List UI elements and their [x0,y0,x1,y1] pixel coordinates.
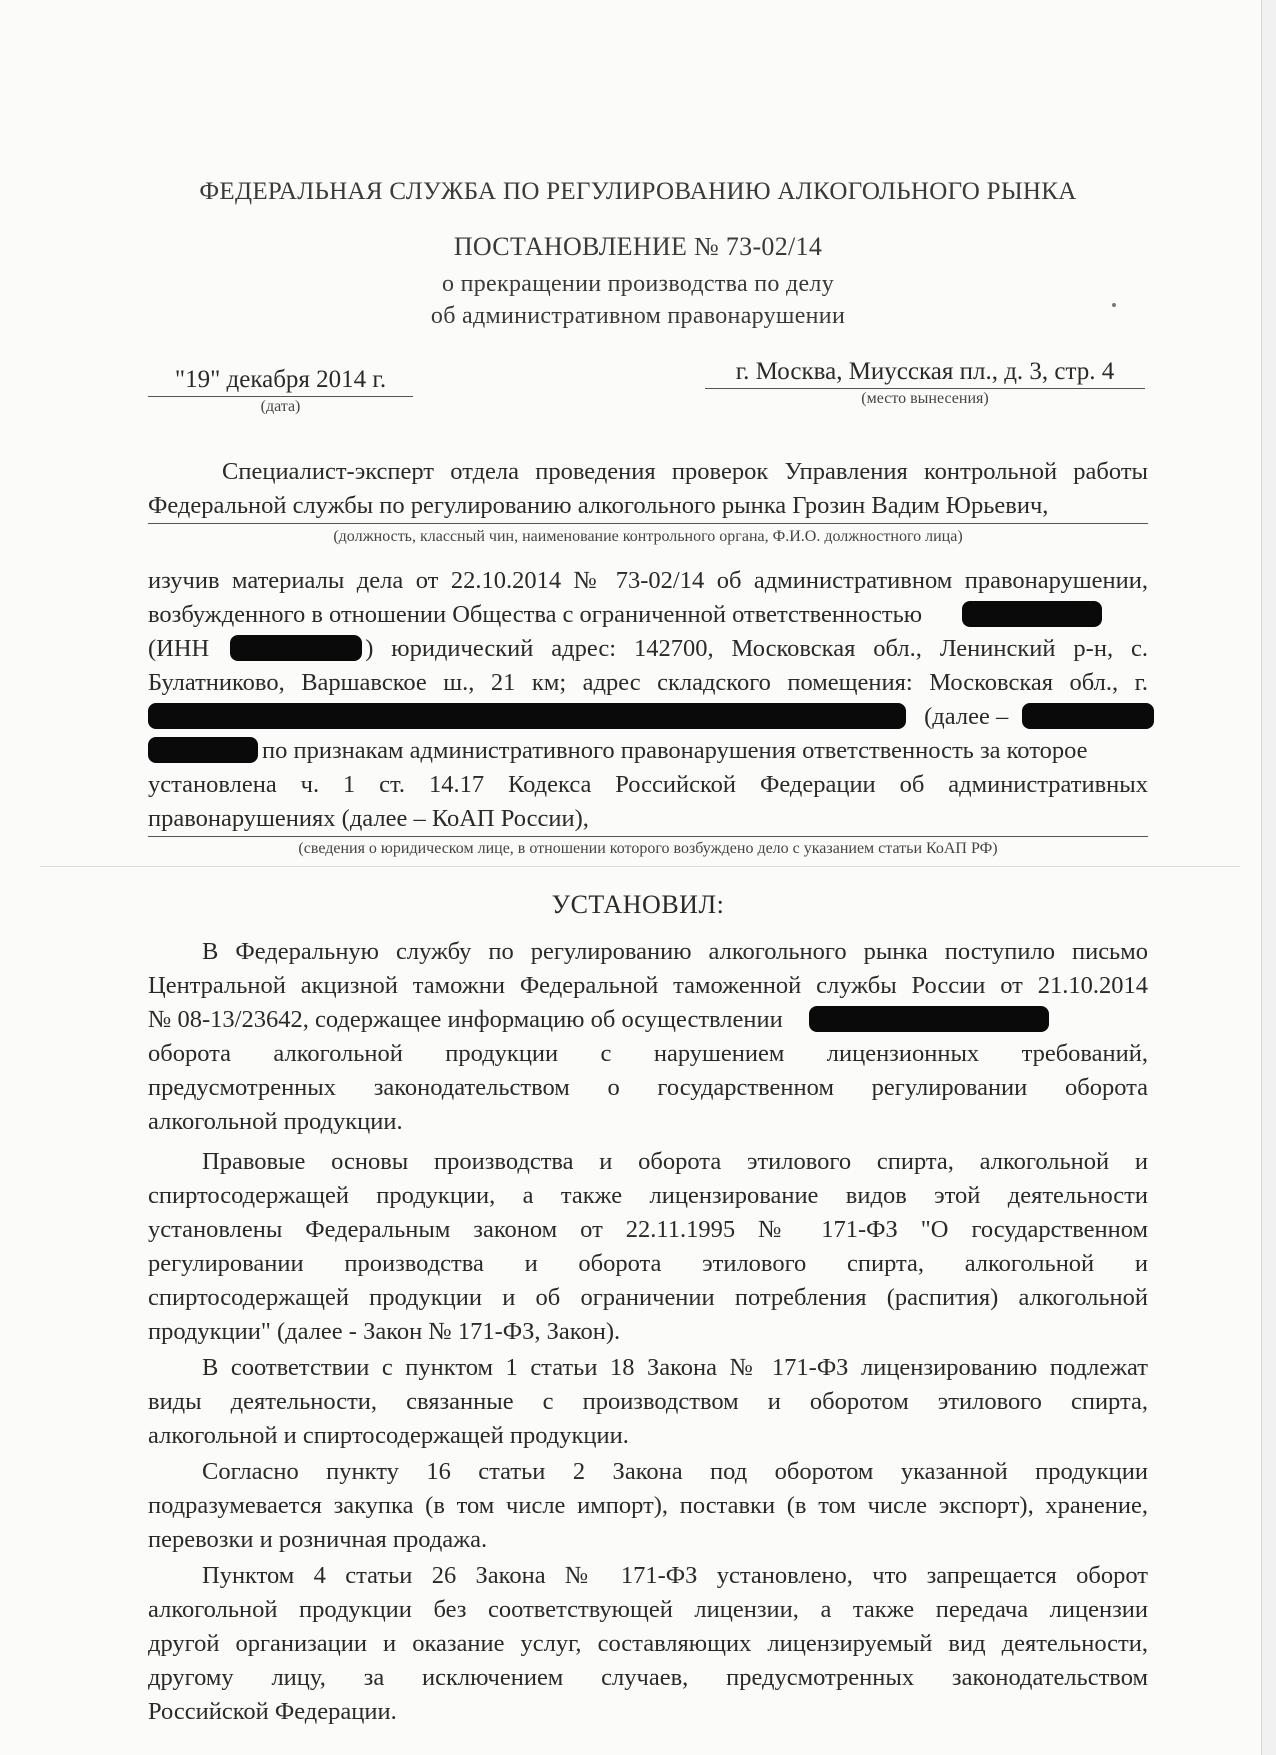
paragraph-5-line-4: другому лицу, за исключением случаев, предусмотренных законодательством [148,1664,1148,1691]
paragraph-3-line-3: алкогольной и спиртосодержащей продукции. [148,1422,629,1449]
case-line-3 [148,632,1148,666]
case-line-2-text: возбужденного в отношении Общества с ограниченной ответственностью [148,601,923,628]
case-line-5-text: (далее – [924,703,1009,730]
place-caption: (место вынесения) [861,390,989,407]
case-line-6 [148,734,1148,768]
case-line-3-text-b: ) юридический адрес: 142700, Московская обл., Ленинский р-н, с. [365,635,1149,662]
redaction-block [230,635,362,661]
redaction-block [962,601,1102,627]
redaction-block [1022,703,1154,729]
paragraph-2-line-3: установлены Федеральным законом от 22.11.1995 № 171-ФЗ "О государственном [148,1216,1148,1243]
paragraph-2-line-1: Правовые основы производства и оборота этилового спирта, алкогольной и [202,1148,1148,1175]
case-line-1: изучив материалы дела от 22.10.2014 № 73-02/14 об административном правонарушении, [148,567,1148,594]
paragraph-5-line-5: Российской Федерации. [148,1698,397,1725]
scan-edge [1261,0,1276,1755]
paragraph-5-line-1: Пунктом 4 статьи 26 Закона № 171-ФЗ установлено, что запрещается оборот [202,1562,1148,1589]
paragraph-3-line-1: В соответствии с пунктом 1 статьи 18 Закона № 171-ФЗ лицензированию подлежат [202,1354,1148,1381]
case-line-4: Булатниково, Варшавское ш., 21 км; адрес складского помещения: Московская обл., г. [148,669,1148,696]
redaction-block [148,703,906,729]
document-subtitle-2: об административном правонарушении [430,303,846,329]
paragraph-4-line-1: Согласно пункту 16 статьи 2 Закона под оборотом указанной продукции [202,1458,1148,1485]
section-title: УСТАНОВИЛ: [551,890,725,919]
document-subtitle-1: о прекращении производства по делу [441,271,835,297]
redaction-block [148,737,258,763]
case-line-8: правонарушениях (далее – КоАП России), [148,802,1148,837]
official-caption: (должность, классный чин, наименование контрольного органа, Ф.И.О. должностного лица) [333,528,963,545]
paragraph-1-line-3 [148,1003,1148,1037]
case-line-6-text: по признакам административного правонарушения ответственность за которое [262,737,1088,764]
agency-name: ФЕДЕРАЛЬНАЯ СЛУЖБА ПО РЕГУЛИРОВАНИЮ АЛКОГОЛЬНОГО РЫНКА [199,178,1077,205]
fold-line [40,866,1240,867]
official-line-1: Специалист-эксперт отдела проведения проверок Управления контрольной работы [222,458,1148,485]
paragraph-4-line-2: подразумевается закупка (в том числе импорт), поставки (в том числе экспорт), хранение, [148,1492,1148,1519]
document-title: ПОСТАНОВЛЕНИЕ № 73-02/14 [453,232,823,261]
paragraph-1-line-5: предусмотренных законодательством о государственном регулировании оборота [148,1074,1148,1101]
case-line-5 [148,700,1148,734]
paragraph-3-line-2: виды деятельности, связанные с производством и оборотом этилового спирта, [148,1388,1148,1415]
date-field: "19" декабря 2014 г. [148,366,413,397]
place-field: г. Москва, Миусская пл., д. 3, стр. 4 [705,358,1145,389]
paragraph-1-line-4: оборота алкогольной продукции с нарушением лицензионных требований, [148,1040,1148,1067]
case-caption: (сведения о юридическом лице, в отношении которого возбуждено дело с указанием статьи КоАП РФ) [298,840,998,857]
redaction-block [809,1006,1049,1032]
paragraph-2-line-4: регулировании производства и оборота этилового спирта, алкогольной и [148,1250,1148,1277]
case-line-3-text-a: (ИНН [148,635,210,662]
scan-speck [1112,303,1116,307]
official-line-2: Федеральной службы по регулированию алкогольного рынка Грозин Вадим Юрьевич, [148,489,1148,524]
paragraph-5-line-2: алкогольной продукции без соответствующей лицензии, а также передача лицензии [148,1596,1148,1623]
case-line-2 [148,598,1148,632]
date-caption: (дата) [260,398,301,415]
paragraph-5-line-3: другой организации и оказание услуг, составляющих лицензируемый вид деятельности, [148,1630,1148,1657]
paragraph-2-line-5: спиртосодержащей продукции и об ограничении потребления (распития) алкогольной [148,1284,1148,1311]
paragraph-2-line-2: спиртосодержащей продукции, а также лицензирование видов этой деятельности [148,1182,1148,1209]
paragraph-1-line-3-text: № 08-13/23642, содержащее информацию об осуществлении [148,1006,783,1033]
paragraph-2-line-6: продукции" (далее - Закон № 171-ФЗ, Закон). [148,1318,621,1345]
case-line-7: установлена ч. 1 ст. 14.17 Кодекса Российской Федерации об административных [148,771,1148,798]
paragraph-4-line-3: перевозки и розничная продажа. [148,1526,488,1553]
paragraph-1-line-6: алкогольной продукции. [148,1108,403,1135]
paragraph-1-line-2: Центральной акцизной таможни Федеральной таможенной службы России от 21.10.2014 [148,972,1148,999]
paragraph-1-line-1: В Федеральную службу по регулированию алкогольного рынка поступило письмо [202,938,1148,965]
